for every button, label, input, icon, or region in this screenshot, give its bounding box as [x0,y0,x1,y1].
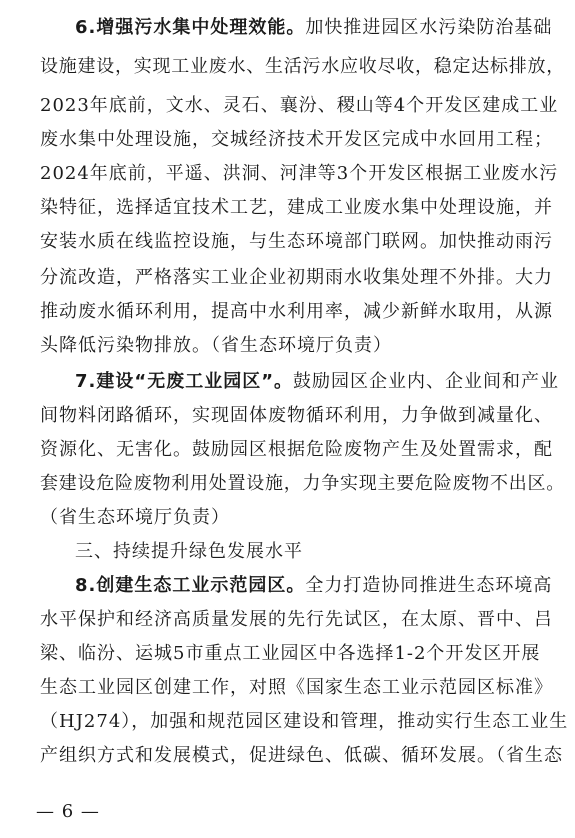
paragraph-6-line-8: 分流改造，严格落实工业企业初期雨水收集处理不外排。大力 [40,267,553,288]
paragraph-6-line-1 [75,12,552,44]
paragraph-6-line-9: 推动废水循环利用，提高中水利用率，减少新鲜水取用，从源 [40,301,553,322]
page-number: — 6 — [36,801,100,822]
paragraph-8-line-2: 水平保护和经济高质量发展的先行先试区，在太原、晋中、吕 [40,609,553,630]
paragraph-6-heading: 6.增强污水集中处理效能。 [75,17,306,38]
paragraph-7-text: 鼓励园区企业内、企业间和产业 [293,371,560,392]
section-3-title: 三、持续提升绿色发展水平 [75,541,303,562]
paragraph-6-line-5: 2024年底前，平遥、洪洞、河津等3个开发区根据工业废水污 [40,163,559,184]
paragraph-6-line-2: 设施建设，实现工业废水、生活污水应收尽收，稳定达标排放， [40,56,565,77]
paragraph-7-line-4: 套建设危险废物利用处置设施，力争实现主要危险废物不出区。 [40,473,565,494]
paragraph-8-line-4: 生态工业园区创建工作，对照《国家生态工业示范园区标准》 [40,677,553,698]
paragraph-8-line-1 [75,570,552,602]
paragraph-8-heading: 8.创建生态工业示范园区。 [75,575,306,596]
paragraph-6-line-7: 安装水质在线监控设施，与生态环境部门联网。加快推动雨污 [40,231,553,252]
paragraph-6-line-10: 头降低污染物排放。（省生态环境厅负责） [40,335,392,356]
paragraph-6-text: 加快推进园区水污染防治基础 [305,17,553,38]
paragraph-7-heading: 7.建设“无废工业园区”。 [75,371,294,392]
paragraph-7-line-2: 间物料闭路循环，实现固体废物循环利用，力争做到减量化、 [40,405,553,426]
paragraph-7-line-1 [75,366,559,398]
paragraph-6-line-4: 废水集中处理设施，交城经济技术开发区完成中水回用工程； [40,129,553,150]
paragraph-6-line-6: 染特征，选择适宜技术工艺，建成工业废水集中处理设施，并 [40,197,553,218]
paragraph-8-text: 全力打造协同推进生态环境高 [305,575,553,596]
paragraph-8-line-3: 梁、临汾、运城5市重点工业园区中各选择1-2个开发区开展 [40,643,541,664]
paragraph-6-line-3: 2023年底前，文水、灵石、襄汾、稷山等4个开发区建成工业 [40,95,559,116]
paragraph-8-line-6: 产组织方式和发展模式，促进绿色、低碳、循环发展。（省生态 [40,745,563,766]
paragraph-7-line-3: 资源化、无害化。鼓励园区根据危险废物产生及处置需求，配 [40,439,553,460]
paragraph-7-line-5: （省生态环境厅负责） [40,507,230,528]
paragraph-8-line-5: （HJ274），加强和规范园区建设和管理，推动实行生态工业生 [40,711,569,732]
